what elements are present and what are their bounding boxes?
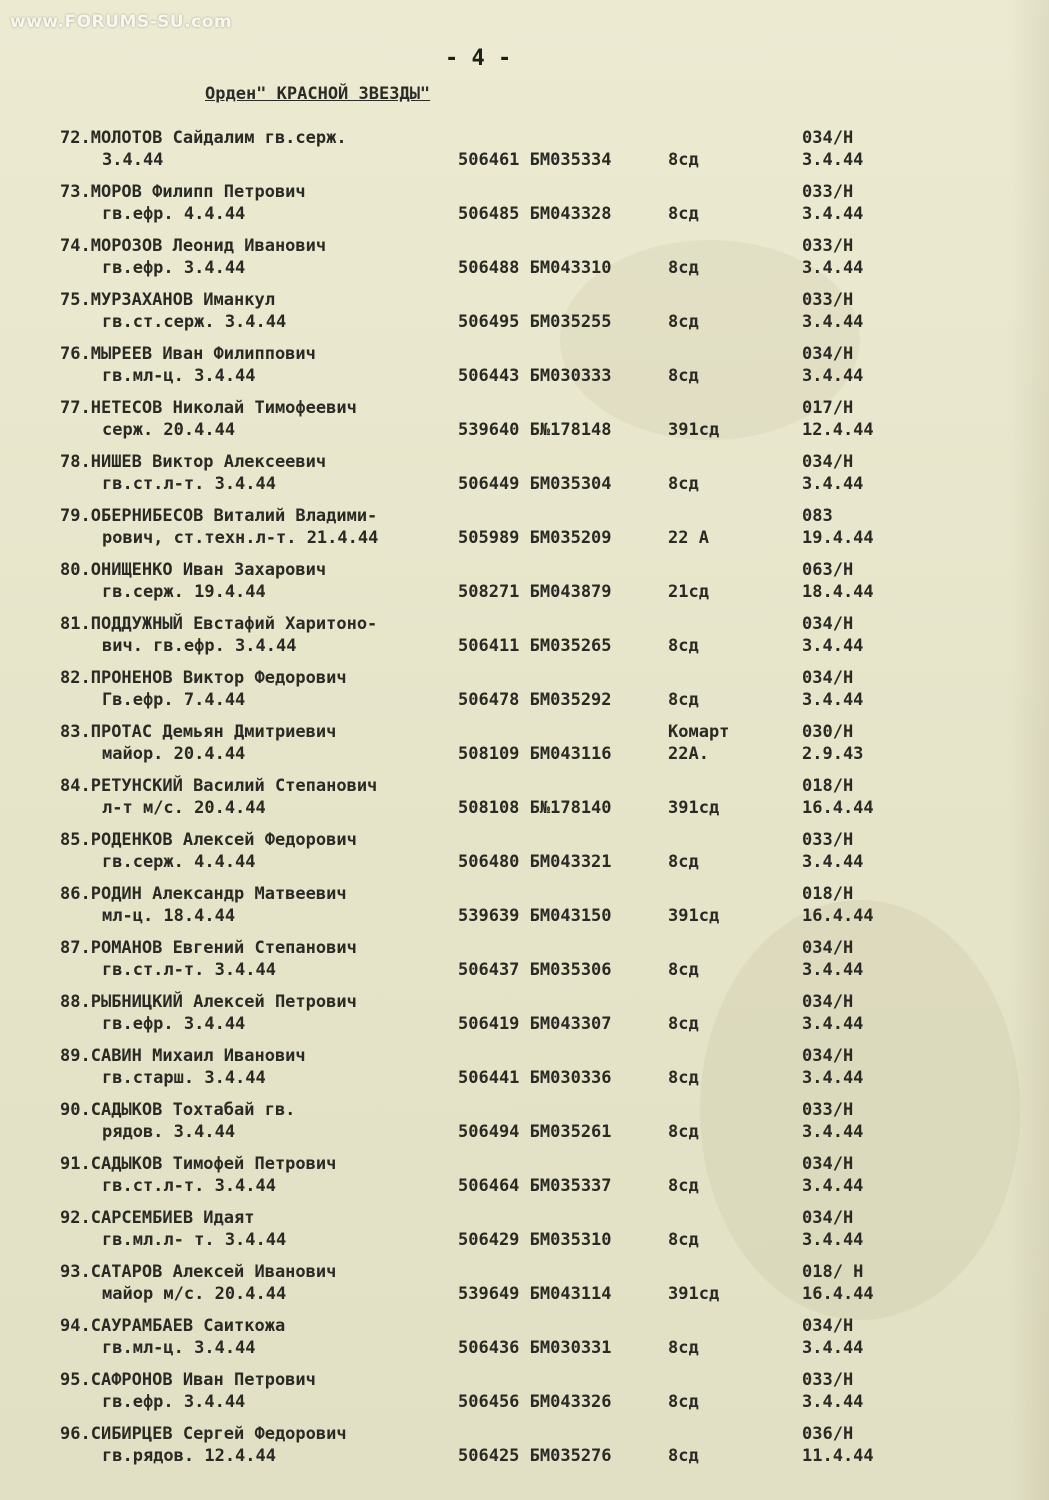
- entry-order-date: 18.4.44: [802, 582, 874, 602]
- entry-certificate: 506429 БМ035310: [458, 1230, 612, 1250]
- entry-unit: 8сд: [668, 960, 699, 980]
- entry-line1: 83.ПРОТАС Демьян Дмитриевич: [60, 722, 337, 742]
- entry-order-date: 3.4.44: [802, 1122, 864, 1142]
- entry-unit: 8сд: [668, 690, 699, 710]
- entry-order-date: 3.4.44: [802, 258, 864, 278]
- list-item: [0, 938, 1049, 992]
- entry-certificate: 506443 БМ030333: [458, 366, 612, 386]
- entry-line1: 82.ПРОНЕНОВ Виктор Федорович: [60, 668, 347, 688]
- entry-certificate: 506480 БМ043321: [458, 852, 612, 872]
- list-item: [0, 776, 1049, 830]
- entry-order-number: 034/Н: [802, 938, 854, 958]
- entry-order-date: 16.4.44: [802, 1284, 874, 1304]
- page-heading: Орден" КРАСНОЙ ЗВЕЗДЫ": [205, 84, 431, 104]
- entry-certificate: 539640 Б№178148: [458, 420, 612, 440]
- entry-unit: 8сд: [668, 852, 699, 872]
- entry-certificate: 506411 БМ035265: [458, 636, 612, 656]
- entry-order-number: 033/Н: [802, 236, 854, 256]
- entry-rank-date: гв.ефр. 3.4.44: [102, 1392, 246, 1412]
- entry-order-number: 034/Н: [802, 1316, 854, 1336]
- entry-line1: 86.РОДИН Александр Матвеевич: [60, 884, 347, 904]
- entry-certificate: 506436 БМ030331: [458, 1338, 612, 1358]
- entry-line1: 87.РОМАНОВ Евгений Степанович: [60, 938, 357, 958]
- entry-line1: 81.ПОДДУЖНЫЙ Евстафий Харитоно-: [60, 614, 378, 634]
- entry-unit: 391сд: [668, 1284, 720, 1304]
- entry-certificate: 506478 БМ035292: [458, 690, 612, 710]
- entry-order-number: 018/ Н: [802, 1262, 864, 1282]
- entry-certificate: 508271 БМ043879: [458, 582, 612, 602]
- entry-order-number: 033/Н: [802, 182, 854, 202]
- list-item: [0, 344, 1049, 398]
- entry-rank-date: мл-ц. 18.4.44: [102, 906, 236, 926]
- entry-unit: 8сд: [668, 1122, 699, 1142]
- entry-order-number: 033/Н: [802, 1100, 854, 1120]
- entry-unit: 8сд: [668, 1446, 699, 1466]
- entry-line1: 88.РЫБНИЦКИЙ Алексей Петрович: [60, 992, 357, 1012]
- entry-line1: 96.СИБИРЦЕВ Сергей Федорович: [60, 1424, 347, 1444]
- entry-rank-date: гв.ст.серж. 3.4.44: [102, 312, 287, 332]
- entry-unit: 8сд: [668, 1338, 699, 1358]
- list-item: [0, 1370, 1049, 1424]
- entry-order-date: 3.4.44: [802, 1338, 864, 1358]
- entry-order-date: 3.4.44: [802, 1014, 864, 1034]
- entry-unit: 391сд: [668, 906, 720, 926]
- entry-unit: 8сд: [668, 204, 699, 224]
- list-item: [0, 884, 1049, 938]
- entry-order-number: 034/Н: [802, 344, 854, 364]
- entry-rank-date: Гв.ефр. 7.4.44: [102, 690, 246, 710]
- entry-line1: 77.НЕТЕСОВ Николай Тимофеевич: [60, 398, 357, 418]
- entry-order-number: 034/Н: [802, 1046, 854, 1066]
- entry-line1: 90.САДЫКОВ Тохтабай гв.: [60, 1100, 296, 1120]
- entry-order-date: 16.4.44: [802, 906, 874, 926]
- entry-rank-date: рядов. 3.4.44: [102, 1122, 236, 1142]
- entry-unit: 8сд: [668, 1068, 699, 1088]
- entry-rank-date: гв.ефр. 4.4.44: [102, 204, 246, 224]
- list-item: [0, 722, 1049, 776]
- entry-order-date: 3.4.44: [802, 204, 864, 224]
- entry-rank-date: гв.ст.л-т. 3.4.44: [102, 474, 276, 494]
- entry-order-date: 3.4.44: [802, 690, 864, 710]
- list-item: [0, 290, 1049, 344]
- entry-rank-date: гв.старш. 3.4.44: [102, 1068, 266, 1088]
- entry-unit: 8сд: [668, 1392, 699, 1412]
- entry-rank-date: майор. 20.4.44: [102, 744, 246, 764]
- entry-certificate: 506441 БМ030336: [458, 1068, 612, 1088]
- entry-line1: 72.МОЛОТОВ Сайдалим гв.серж.: [60, 128, 347, 148]
- entry-line1: 84.РЕТУНСКИЙ Василий Степанович: [60, 776, 378, 796]
- list-item: [0, 830, 1049, 884]
- list-item: [0, 1154, 1049, 1208]
- entry-rank-date: гв.мл-ц. 3.4.44: [102, 366, 256, 386]
- entry-unit: 22 А: [668, 528, 709, 548]
- entry-rank-date: 3.4.44: [102, 150, 164, 170]
- list-item: [0, 506, 1049, 560]
- entry-order-number: 034/Н: [802, 128, 854, 148]
- entry-order-date: 19.4.44: [802, 528, 874, 548]
- entry-order-date: 16.4.44: [802, 798, 874, 818]
- list-item: [0, 398, 1049, 452]
- entry-order-number: 033/Н: [802, 290, 854, 310]
- list-item: [0, 128, 1049, 182]
- entry-unit: 22А.: [668, 744, 709, 764]
- entry-certificate: 539639 БМ043150: [458, 906, 612, 926]
- entry-unit: 8сд: [668, 1176, 699, 1196]
- entry-rank-date: гв.мл-ц. 3.4.44: [102, 1338, 256, 1358]
- entry-rank-date: гв.серж. 19.4.44: [102, 582, 266, 602]
- entry-certificate: 506461 БМ035334: [458, 150, 612, 170]
- list-item: [0, 1316, 1049, 1370]
- list-item: [0, 236, 1049, 290]
- entry-rank-date: гв.ефр. 3.4.44: [102, 258, 246, 278]
- entry-unit: 8сд: [668, 366, 699, 386]
- entry-rank-date: серж. 20.4.44: [102, 420, 236, 440]
- entry-order-date: 3.4.44: [802, 636, 864, 656]
- entry-unit: 8сд: [668, 1014, 699, 1034]
- entry-line1: 78.НИШЕВ Виктор Алексеевич: [60, 452, 327, 472]
- entry-rank-date: гв.ст.л-т. 3.4.44: [102, 1176, 276, 1196]
- entry-line1: 74.МОРОЗОВ Леонид Иванович: [60, 236, 327, 256]
- entry-rank-date: гв.мл.л- т. 3.4.44: [102, 1230, 287, 1250]
- list-item: [0, 992, 1049, 1046]
- watermark: www.FORUMS-SU.com: [10, 12, 233, 32]
- entry-rank-date: гв.ефр. 3.4.44: [102, 1014, 246, 1034]
- entry-line1: 73.МОРОВ Филипп Петрович: [60, 182, 306, 202]
- entry-unit: 8сд: [668, 150, 699, 170]
- list-item: [0, 668, 1049, 722]
- entry-order-number: 034/Н: [802, 1154, 854, 1174]
- entry-unit: 391сд: [668, 420, 720, 440]
- entry-certificate: 506419 БМ043307: [458, 1014, 612, 1034]
- list-item: [0, 452, 1049, 506]
- entry-unit: 8сд: [668, 258, 699, 278]
- entry-rank-date: гв.серж. 4.4.44: [102, 852, 256, 872]
- entry-unit: 391сд: [668, 798, 720, 818]
- entry-certificate: 508108 Б№178140: [458, 798, 612, 818]
- entry-line1: 94.САУРАМБАЕВ Саиткожа: [60, 1316, 286, 1336]
- entry-order-number: 063/Н: [802, 560, 854, 580]
- entry-order-date: 3.4.44: [802, 474, 864, 494]
- entry-order-number: 036/Н: [802, 1424, 854, 1444]
- list-item: [0, 614, 1049, 668]
- entry-certificate: 506494 БМ035261: [458, 1122, 612, 1142]
- entry-unit: 8сд: [668, 312, 699, 332]
- entry-unit-top: Комарт: [668, 722, 730, 742]
- entry-order-date: 2.9.43: [802, 744, 864, 764]
- entry-certificate: 539649 БМ043114: [458, 1284, 612, 1304]
- entry-order-number: 017/Н: [802, 398, 854, 418]
- entry-unit: 21сд: [668, 582, 709, 602]
- entry-unit: 8сд: [668, 474, 699, 494]
- list-item: [0, 182, 1049, 236]
- entry-certificate: 506464 БМ035337: [458, 1176, 612, 1196]
- entry-line1: 80.ОНИЩЕНКО Иван Захарович: [60, 560, 327, 580]
- list-item: [0, 560, 1049, 614]
- entry-order-date: 3.4.44: [802, 150, 864, 170]
- entry-certificate: 508109 БМ043116: [458, 744, 612, 764]
- list-item: [0, 1046, 1049, 1100]
- entry-rank-date: гв.рядов. 12.4.44: [102, 1446, 276, 1466]
- entry-order-number: 034/Н: [802, 452, 854, 472]
- entry-line1: 76.МЫРЕЕВ Иван Филиппович: [60, 344, 316, 364]
- entry-unit: 8сд: [668, 636, 699, 656]
- entry-line1: 95.САФРОНОВ Иван Петрович: [60, 1370, 316, 1390]
- list-item: [0, 1100, 1049, 1154]
- entry-order-date: 11.4.44: [802, 1446, 874, 1466]
- entry-rank-date: вич. гв.ефр. 3.4.44: [102, 636, 297, 656]
- entry-order-number: 034/Н: [802, 992, 854, 1012]
- entry-order-number: 018/Н: [802, 776, 854, 796]
- entry-rank-date: рович, ст.техн.л-т. 21.4.44: [102, 528, 379, 548]
- entry-line1: 89.САВИН Михаил Иванович: [60, 1046, 306, 1066]
- entry-order-date: 3.4.44: [802, 1176, 864, 1196]
- entry-order-number: 083: [802, 506, 833, 526]
- entry-certificate: 505989 БМ035209: [458, 528, 612, 548]
- entry-certificate: 506495 БМ035255: [458, 312, 612, 332]
- entry-certificate: 506449 БМ035304: [458, 474, 612, 494]
- entry-order-number: 034/Н: [802, 614, 854, 634]
- entry-line1: 79.ОБЕРНИБЕСОВ Виталий Владими-: [60, 506, 378, 526]
- entry-line1: 85.РОДЕНКОВ Алексей Федорович: [60, 830, 357, 850]
- entry-line1: 93.САТАРОВ Алексей Иванович: [60, 1262, 337, 1282]
- entry-order-date: 3.4.44: [802, 1230, 864, 1250]
- entry-order-date: 3.4.44: [802, 1068, 864, 1088]
- entry-order-number: 018/Н: [802, 884, 854, 904]
- entry-rank-date: гв.ст.л-т. 3.4.44: [102, 960, 276, 980]
- entry-order-number: 033/Н: [802, 830, 854, 850]
- list-item: [0, 1262, 1049, 1316]
- entry-rank-date: л-т м/с. 20.4.44: [102, 798, 266, 818]
- entry-certificate: 506425 БМ035276: [458, 1446, 612, 1466]
- entry-order-date: 3.4.44: [802, 312, 864, 332]
- entry-certificate: 506437 БМ035306: [458, 960, 612, 980]
- entry-order-number: 033/Н: [802, 1370, 854, 1390]
- entry-order-date: 3.4.44: [802, 960, 864, 980]
- entry-order-date: 3.4.44: [802, 1392, 864, 1412]
- list-item: [0, 1424, 1049, 1478]
- entry-certificate: 506485 БМ043328: [458, 204, 612, 224]
- entry-order-number: 034/Н: [802, 668, 854, 688]
- entry-line1: 92.САРСЕМБИЕВ Идаят: [60, 1208, 255, 1228]
- entry-line1: 75.МУРЗАХАНОВ Иманкул: [60, 290, 275, 310]
- list-item: [0, 1208, 1049, 1262]
- entry-order-number: 034/Н: [802, 1208, 854, 1228]
- entry-certificate: 506488 БМ043310: [458, 258, 612, 278]
- entry-certificate: 506456 БМ043326: [458, 1392, 612, 1412]
- entry-unit: 8сд: [668, 1230, 699, 1250]
- entry-order-number: 030/Н: [802, 722, 854, 742]
- entry-rank-date: майор м/с. 20.4.44: [102, 1284, 287, 1304]
- entry-order-date: 3.4.44: [802, 852, 864, 872]
- entry-order-date: 12.4.44: [802, 420, 874, 440]
- entry-line1: 91.САДЫКОВ Тимофей Петрович: [60, 1154, 337, 1174]
- entry-order-date: 3.4.44: [802, 366, 864, 386]
- page-number: - 4 -: [445, 46, 512, 71]
